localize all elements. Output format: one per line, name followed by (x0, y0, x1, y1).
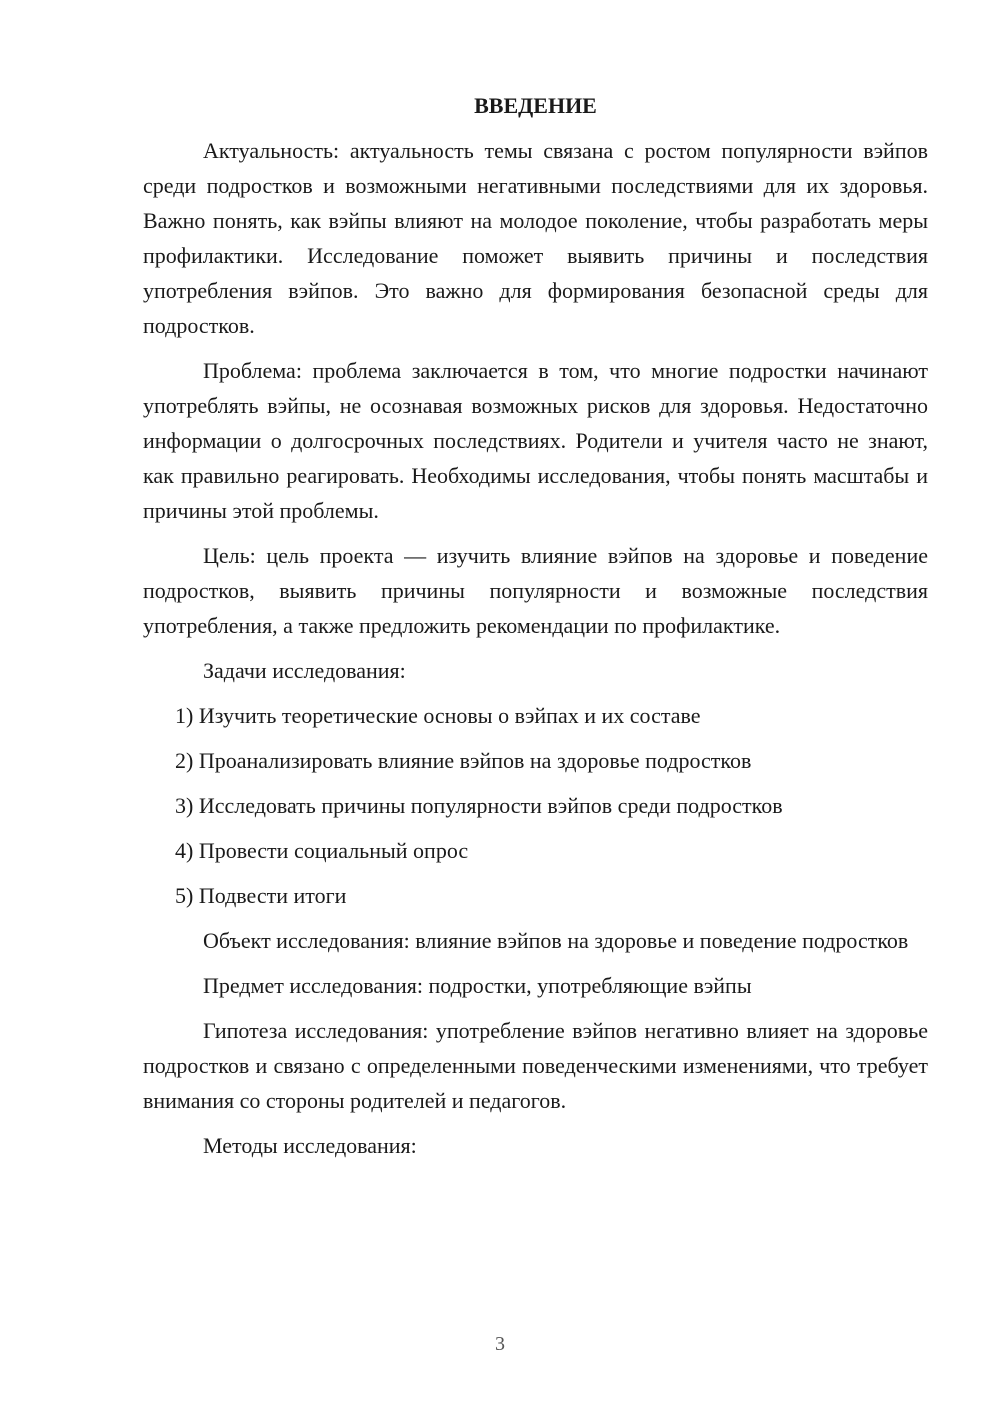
section-title: ВВЕДЕНИЕ (474, 93, 597, 118)
task-item: 1) Изучить теоретические основы о вэйпах и их составе (175, 703, 701, 728)
task-item: 4) Провести социальный опрос (175, 838, 469, 863)
tasks-list (143, 698, 928, 913)
relevance-paragraph: Актуальность: актуальность темы связана с ростом популярности вэйпов среди подростков и возможными негативными последствиями для их здоровья. Важно понять, как вэйпы влияют на молодое поколение, чтобы разработать меры профилактики. Исследование поможет выявить причины и последствия употребления вэйпов. Это важно для формирования безопасной среды для подростков. (143, 138, 928, 338)
hypothesis-paragraph: Гипотеза исследования: употребление вэйпов негативно влияет на здоровье подростков и связано с определенными поведенческими изменениями, что требует внимания со стороны родителей и педагогов. (143, 1018, 928, 1113)
object-paragraph: Объект исследования: влияние вэйпов на здоровье и поведение подростков (203, 928, 909, 953)
task-item: 3) Исследовать причины популярности вэйпов среди подростков (175, 793, 783, 818)
methods-paragraph: Методы исследования: (203, 1133, 417, 1158)
subject-paragraph: Предмет исследования: подростки, употребляющие вэйпы (203, 973, 752, 998)
problem-paragraph: Проблема: проблема заключается в том, что многие подростки начинают употреблять вэйпы, не осознавая возможных рисков для здоровья. Недостаточно информации о долгосрочных последствиях. Родители и учителя часто не знают, как правильно реагировать. Необходимы исследования, чтобы понять масштабы и причины этой проблемы. (143, 358, 928, 523)
tasks-heading: Задачи исследования: (203, 658, 406, 683)
goal-paragraph: Цель: цель проекта — изучить влияние вэйпов на здоровье и поведение подростков, выявить причины популярности и возможные последствия употребления, а также предложить рекомендации по профилактике. (143, 543, 928, 638)
task-item: 5) Подвести итоги (175, 883, 347, 908)
task-item: 2) Проанализировать влияние вэйпов на здоровье подростков (175, 748, 752, 773)
document-page (143, 88, 928, 1173)
page-number: 3 (495, 1333, 505, 1355)
